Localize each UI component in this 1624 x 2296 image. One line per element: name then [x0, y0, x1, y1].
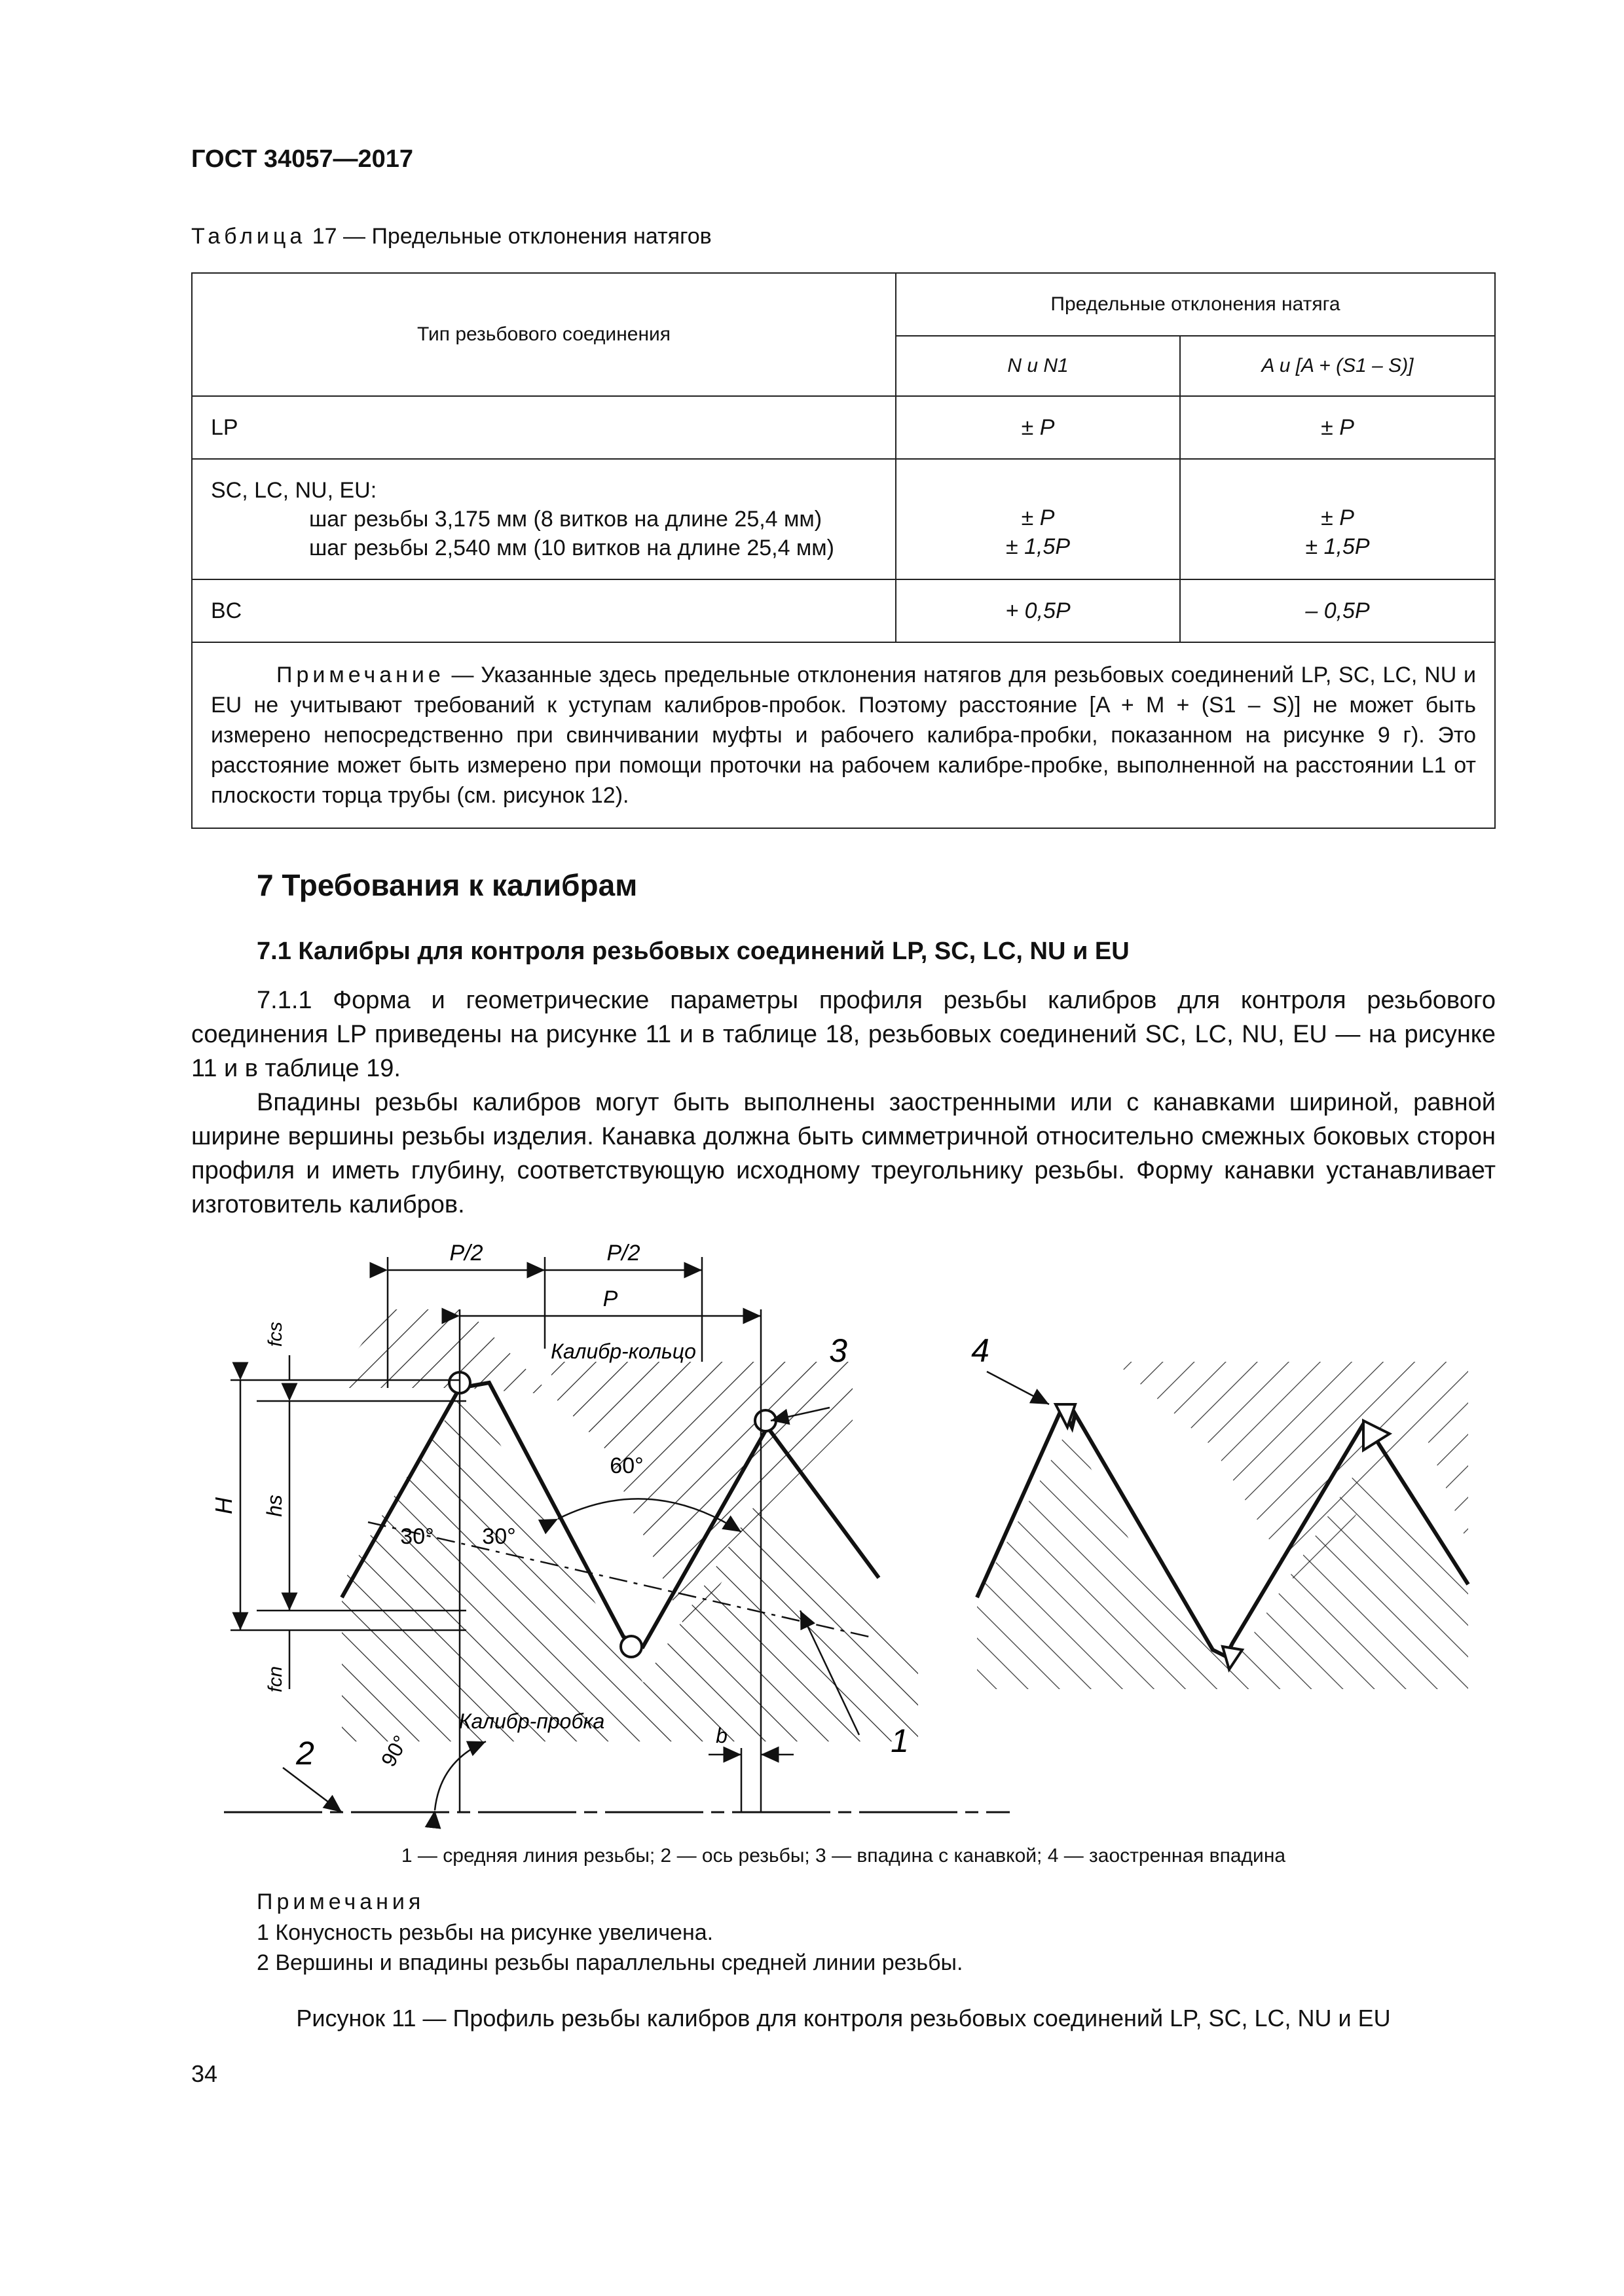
- deviations-table: [191, 272, 1496, 829]
- row-sc-n: [896, 459, 1180, 579]
- row-sc-n-2: ± 1,5P: [1005, 534, 1071, 559]
- label-fcs: fcs: [265, 1321, 286, 1347]
- header-col-a: A и [A + (S1 – S)]: [1180, 336, 1495, 396]
- section-7-1-title: 7.1 Калибры для контроля резьбовых соединений LP, SC, LC, NU и EU: [257, 938, 1130, 965]
- label-angle-90: 90°: [376, 1731, 413, 1771]
- row-bc-type: BC: [192, 579, 896, 642]
- row-bc-a: – 0,5P: [1180, 579, 1495, 642]
- header-connection-type: Тип резьбового соединения: [192, 273, 896, 396]
- label-callout-3: 3: [829, 1332, 847, 1369]
- table-caption-word: Таблица: [191, 224, 306, 249]
- row-sc-pitch-2: шаг резьбы 2,540 мм (10 витков на длине 25,4 мм): [309, 536, 835, 560]
- table-caption: [191, 224, 712, 249]
- row-lp-a: ± P: [1180, 396, 1495, 459]
- row-sc-n-1: ± P: [1021, 505, 1055, 530]
- table-row: [192, 642, 1495, 828]
- header-limit-deviations: Предельные отклонения натяга: [896, 273, 1495, 336]
- page-number: 34: [191, 2060, 218, 2087]
- row-sc-pitch-1: шаг резьбы 3,175 мм (8 витков на длине 25,4 мм): [309, 507, 822, 532]
- document-header: ГОСТ 34057—2017: [191, 145, 414, 173]
- label-p-half-2: P/2: [606, 1241, 640, 1266]
- label-angle-30a: 30°: [400, 1524, 434, 1549]
- sharp-root-detail: [957, 1362, 1468, 1689]
- label-callout-4: 4: [971, 1332, 989, 1369]
- label-p: P: [602, 1286, 618, 1311]
- table-row: [192, 579, 1495, 642]
- header-col-n: N и N1: [896, 336, 1180, 396]
- label-plug-gauge: Калибр-пробка: [458, 1709, 605, 1733]
- table-note-text: — Указанные здесь предельные отклонения натягов для резьбовых соединений LP, SC, LC, NU и EU не учитывают требований к уступам калибров-пробок. Поэтому расстояние [A + M + (S1 – S)] не может быть измерено непосредственно при свинчивании муфты и рабочего калибра-пробки, показанном на рисунке 9 г). Это расстояние может быть измерено при помощи проточки на рабочем калибре-пробке, выполненной на расстоянии L1 от плоскости торца трубы (см. рисунок 12).: [211, 663, 1476, 808]
- note-2: 2 Вершины и впадины резьбы параллельны средней линии резьбы.: [257, 1950, 963, 1975]
- row-sc-label: SC, LC, NU, EU:: [211, 478, 377, 503]
- row-bc-n: + 0,5P: [896, 579, 1180, 642]
- table-note: [192, 642, 1495, 828]
- notes-title: Примечания: [257, 1889, 425, 1914]
- paragraph-7-1-1: 7.1.1 Форма и геометрические параметры профиля резьбы калибров для контроля резьбового соединения LP приведены на рисунке 11 и в таблице 18, резьбовых соединений SC, LC, NU, EU — на рисунке 11 и в таблице 19.: [191, 987, 1496, 1082]
- row-lp-type: LP: [192, 396, 896, 459]
- label-hs: hs: [263, 1495, 286, 1517]
- label-b: b: [716, 1724, 728, 1747]
- table-note-word: Примечание: [276, 663, 445, 687]
- label-H: H: [210, 1497, 237, 1514]
- label-angle-30b: 30°: [482, 1524, 516, 1549]
- note-1: 1 Конусность резьбы на рисунке увеличена.: [257, 1920, 714, 1945]
- figure-legend: 1 — средняя линия резьбы; 2 — ось резьбы; 3 — впадина с канавкой; 4 — заостренная впадина: [401, 1845, 1286, 1867]
- label-callout-1: 1: [891, 1722, 909, 1759]
- paragraph-grooves: Впадины резьбы калибров могут быть выполнены заостренными или с канавками шириной, равной ширине вершины резьбы изделия. Канавка должна быть симметричной относительно смежных боковых сторон профиля и иметь глубину, соответствующую исходному треугольнику резьбы. Форму канавки устанавливает изготовитель калибров.: [191, 1089, 1496, 1218]
- section-7-title: 7 Требования к калибрам: [257, 868, 638, 902]
- table-row: [192, 459, 1495, 579]
- label-callout-2: 2: [296, 1735, 314, 1772]
- row-sc-a-2: ± 1,5P: [1305, 534, 1370, 559]
- row-sc-a: [1180, 459, 1495, 579]
- label-angle-60: 60°: [610, 1453, 644, 1478]
- thread-profile-figure: [191, 1231, 1496, 1846]
- row-sc-a-1: ± P: [1321, 505, 1354, 530]
- row-sc-type: [192, 459, 896, 579]
- figure-caption: Рисунок 11 — Профиль резьбы калибров для контроля резьбовых соединений LP, SC, LC, NU и EU: [296, 2005, 1391, 2032]
- table-caption-text: 17 — Предельные отклонения натягов: [306, 224, 712, 249]
- table-row: [192, 396, 1495, 459]
- label-ring-gauge: Калибр-кольцо: [551, 1339, 696, 1363]
- label-fcn: fcn: [265, 1666, 286, 1693]
- label-p-half-1: P/2: [449, 1241, 483, 1266]
- row-lp-n: ± P: [896, 396, 1180, 459]
